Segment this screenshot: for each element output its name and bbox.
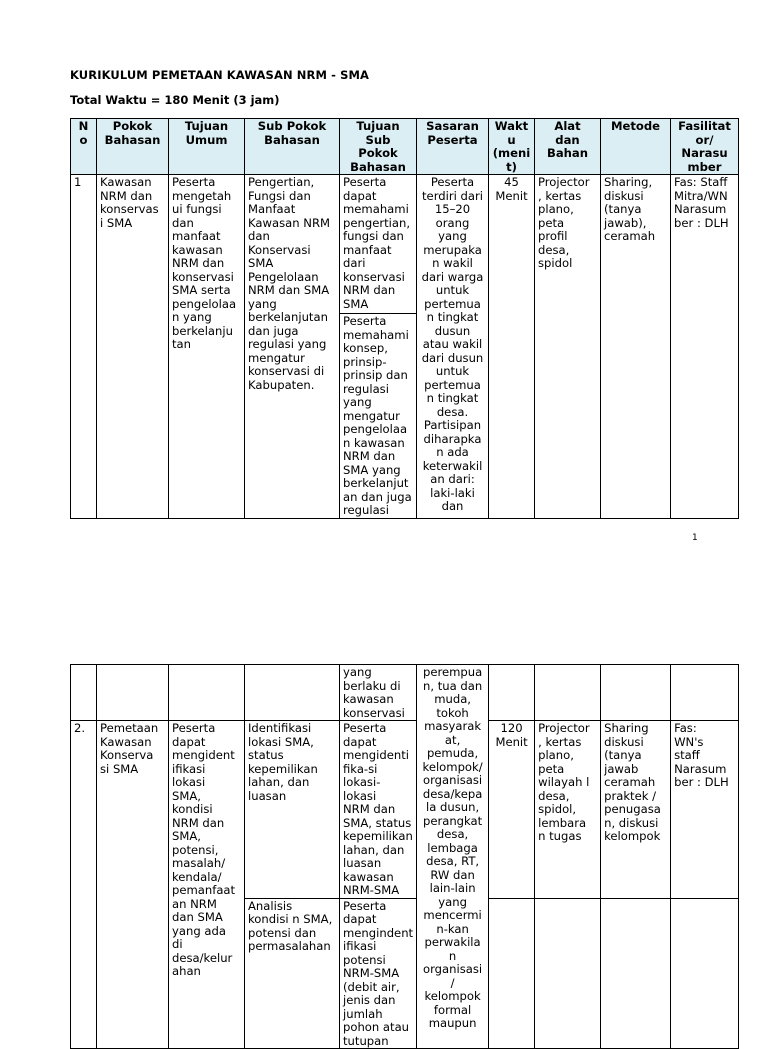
cell-no: 2. [71,721,97,1049]
cell-alat-bahan: Projector , kertas plano, peta profil desa, spidol [535,175,601,519]
cell-alat-empty [535,898,601,1049]
header-waktu: Wakt u (meni t) [489,119,535,175]
curriculum-table-part-1 [70,118,739,519]
cell-sub-pokok-empty [245,665,340,721]
header-metode: Metode [601,119,671,175]
cell-pokok-empty [97,665,169,721]
cell-tujuan-sub-a: Peserta dapat mengidenti fika-si lokasi-lokasi NRM dan SMA, status kepemilikan lahan, dan luasan kawasan NRM-SMA [340,721,417,899]
header-sub-pokok-bahasan: Sub Pokok Bahasan [245,119,340,175]
header-sasaran-peserta: Sasaran Peserta [417,119,489,175]
cell-alat-bahan: Projector , kertas plano, peta wilayah l desa, spidol, lembara n tugas [535,721,601,899]
cell-pokok-bahasan: Pemetaan Kawasan Konserva si SMA [97,721,169,1049]
cell-tujuan-sub-pokok [340,175,417,519]
cell-tujuan-umum: Peserta mengetah ui fungsi dan manfaat kawasan NRM dan konservasi SMA serta pengelolaa n yang berkelanju tan [169,175,245,519]
tujuan-sub-part-a: Peserta dapat memahami pengertian, fungsi dan manfaat dari konservasi NRM dan SMA [340,175,416,314]
table-row [71,721,739,899]
document-title: KURIKULUM PEMETAAN KAWASAN NRM - SMA [70,68,370,82]
total-time: Total Waktu = 180 Menit (3 jam) [70,93,280,107]
cell-sub-pokok-bahasan: Pengertian, Fungsi dan Manfaat Kawasan NRM dan Konservasi SMA Pengelolaan NRM dan SMA yang berkelanjutan dan juga regulasi yang mengatur konservasi di Kabupaten. [245,175,340,519]
cell-metode-empty [601,898,671,1049]
cell-sub-pokok-a: Identifikasi lokasi SMA, status kepemilikan lahan, dan luasan [245,721,340,899]
cell-no: 1 [71,175,97,519]
tujuan-sub-part-b: Peserta memahami konsep, prinsip- prinsip dan regulasi yang mengatur pengelolaa n kawasan NRM dan SMA yang berkelanjut an dan juga regulasi [343,314,412,517]
cell-fasilitator: Fas: WN's staff Narasum ber : DLH [671,721,739,899]
header-tujuan-umum: Tujuan Umum [169,119,245,175]
cell-pokok-bahasan: Kawasan NRM dan konservas i SMA [97,175,169,519]
header-fasilitator: Fasilitat or/ Narasu mber [671,119,739,175]
table-row [71,175,739,519]
header-tujuan-sub-pokok: Tujuan Sub Pokok Bahasan [340,119,417,175]
cell-waktu: 45 Menit [489,175,535,519]
cell-tujuan-sub-b: Peserta dapat mengindent ifikasi potensi NRM-SMA (debit air, jenis dan jumlah pohon atau tutupan [340,898,417,1049]
cell-metode: Sharing diskusi (tanya jawab ceramah praktek / penugasa n, diskusi kelompok [601,721,671,899]
cell-fasilitator-empty [671,898,739,1049]
header-alat-bahan: Alat dan Bahan [535,119,601,175]
page-number: 1 [692,533,698,543]
header-pokok-bahasan: Pokok Bahasan [97,119,169,175]
cell-metode: Sharing, diskusi (tanya jawab), ceramah [601,175,671,519]
curriculum-table-part-2 [70,664,739,1049]
table-row-continued [71,665,739,721]
cell-sasaran-peserta: Peserta terdiri dari 15–20 orang yang merupaka n wakil dari warga untuk pertemua n tingkat dusun atau wakil dari dusun untuk pertemua n tingkat desa. Partisipan diharapka n ada keterwakil an dari: laki-laki dan [417,175,489,519]
cell-sub-pokok-b: Analisis kondisi n SMA, potensi dan permasalahan [245,898,340,1049]
cell-waktu-empty [489,665,535,721]
header-row [71,119,739,175]
cell-fasilitator: Fas: Staff Mitra/WN Narasum ber : DLH [671,175,739,519]
cell-alat-empty [535,665,601,721]
cell-waktu: 120 Menit [489,721,535,899]
cell-waktu-empty [489,898,535,1049]
cell-tujuan-umum-empty [169,665,245,721]
cell-sasaran-continued: perempua n, tua dan muda, tokoh masyarak at, pemuda, kelompok/ organisasi desa/kepa la dusun, perangkat desa, lembaga desa, RT, RW dan lain-lain yang mencermi n-kan perwakila n organisasi / kelompok formal maupun [417,665,489,1049]
cell-fasilitator-empty [671,665,739,721]
cell-tujuan-umum: Peserta dapat mengident ifikasi lokasi SMA, kondisi NRM dan SMA, potensi, masalah/ kendala/ pemanfaat an NRM dan SMA yang ada di desa/kelur ahan [169,721,245,1049]
cell-tujuan-sub-continued: yang berlaku di kawasan konservasi [340,665,417,721]
header-no: N o [71,119,97,175]
cell-metode-empty [601,665,671,721]
cell-no-empty [71,665,97,721]
